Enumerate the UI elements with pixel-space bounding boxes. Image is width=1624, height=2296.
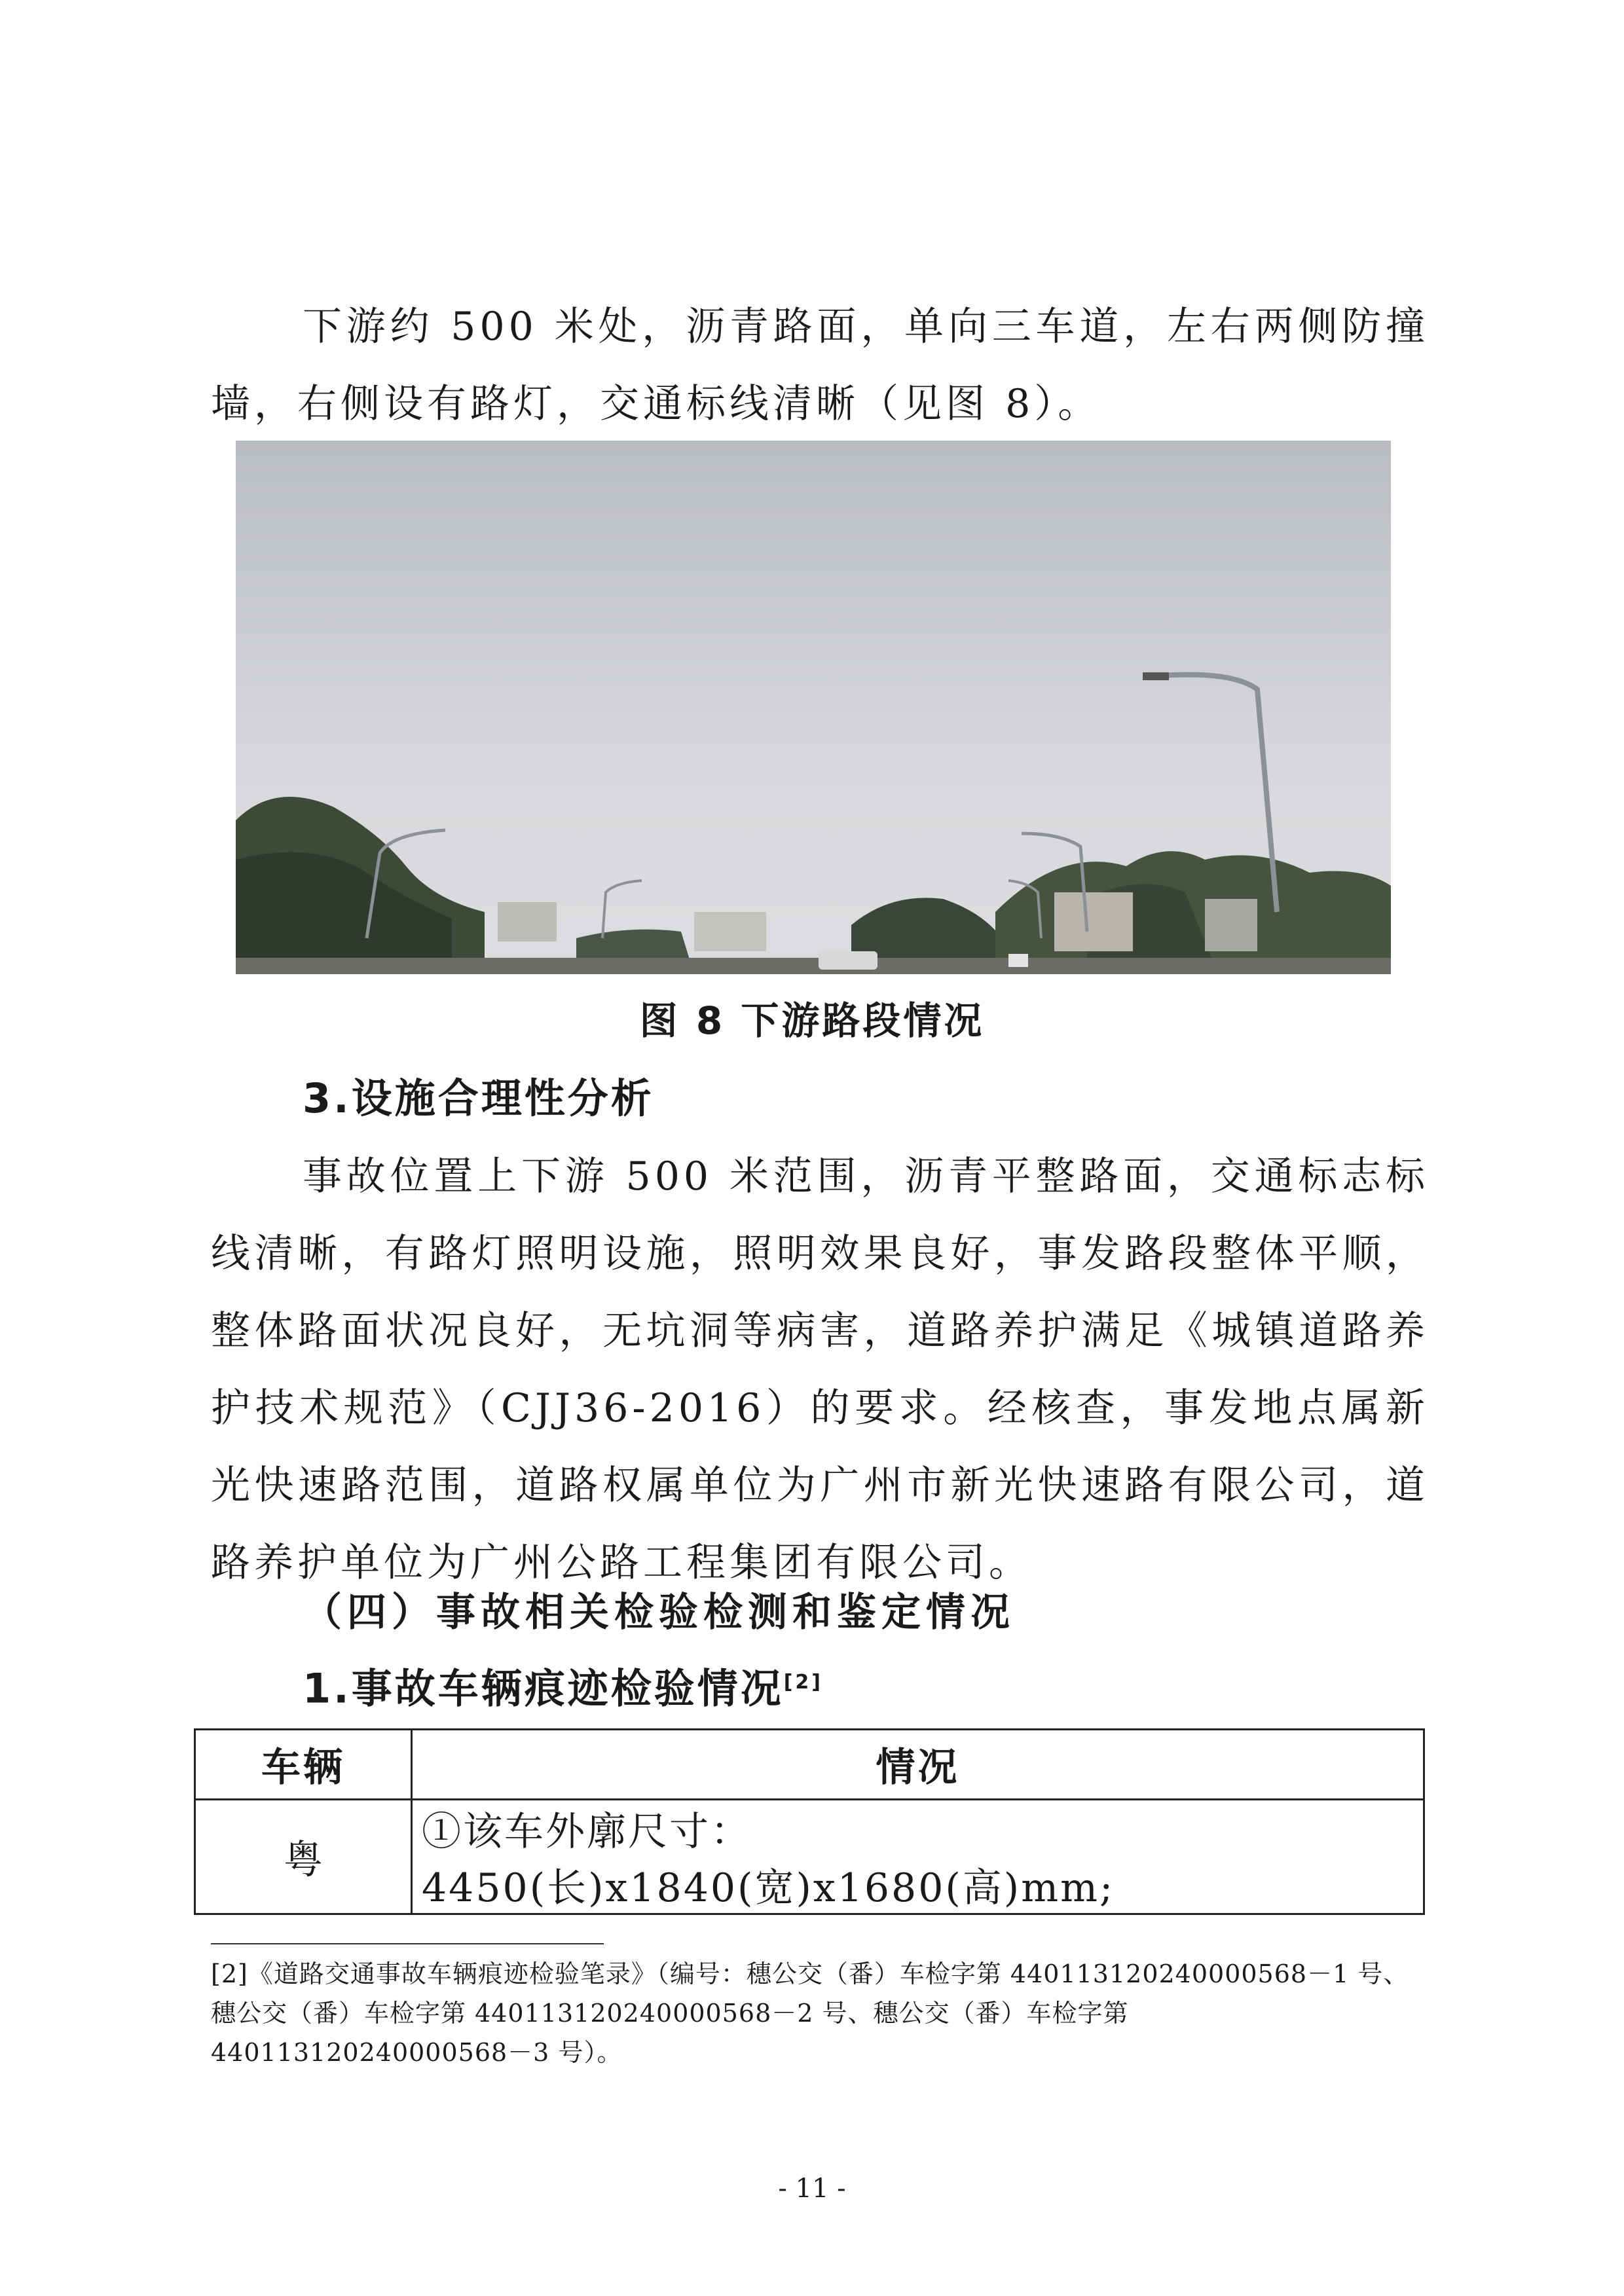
table-header-vehicle: 车辆 <box>195 1730 412 1800</box>
table-cell-vehicle: 粤 <box>195 1800 412 1914</box>
section-heading-facility-analysis: 3.设施合理性分析 <box>303 1074 654 1122</box>
vehicle-inspection-table <box>194 1728 1425 1915</box>
footnote-reference: [2] <box>783 1671 823 1694</box>
figure-caption: 图 8 下游路段情况 <box>639 998 985 1043</box>
table-header-row <box>195 1730 1424 1800</box>
table-row <box>195 1800 1424 1914</box>
paragraph-downstream: 下游约 500 米处，沥青路面，单向三车道，左右两侧防撞墙，右侧设有路灯，交通标线清晰（见图 8）。 <box>211 304 1429 427</box>
footnote-text: [2]《道路交通事故车辆痕迹检验笔录》（编号：穗公交（番）车检字第 440113120240000568－1 号、穗公交（番）车检字第 440113120240000568－2 号、穗公交（番）车检字第 440113120240000568－3 号）。 <box>211 1959 1409 2067</box>
footnote-divider <box>211 1943 604 1944</box>
page-number: - 11 - <box>778 2174 846 2204</box>
section-heading-inspection: （四）事故相关检验检测和鉴定情况 <box>303 1590 1015 1635</box>
paragraph-facility-analysis: 事故位置上下游 500 米范围，沥青平整路面，交通标志标线清晰，有路灯照明设施，照明效果良好，事发路段整体平顺，整体路面状况良好，无坑洞等病害，道路养护满足《城镇道路养护技术规范》（CJJ36-2016）的要求。经核查，事发地点属新光快速路范围，道路权属单位为广州市新光快速路有限公司，道路养护单位为广州公路工程集团有限公司。 <box>211 1154 1429 1586</box>
vehicle-inspection-title: 1.事故车辆痕迹检验情况 <box>303 1664 784 1713</box>
road-photo-image <box>236 441 1391 974</box>
table-header-situation: 情况 <box>412 1730 1424 1800</box>
table-cell-situation: ①该车外廓尺寸：4450(长)x1840(宽)x1680(高)mm; <box>412 1800 1424 1914</box>
road-photo <box>236 441 1391 974</box>
section-heading-vehicle-inspection <box>303 1656 823 1715</box>
